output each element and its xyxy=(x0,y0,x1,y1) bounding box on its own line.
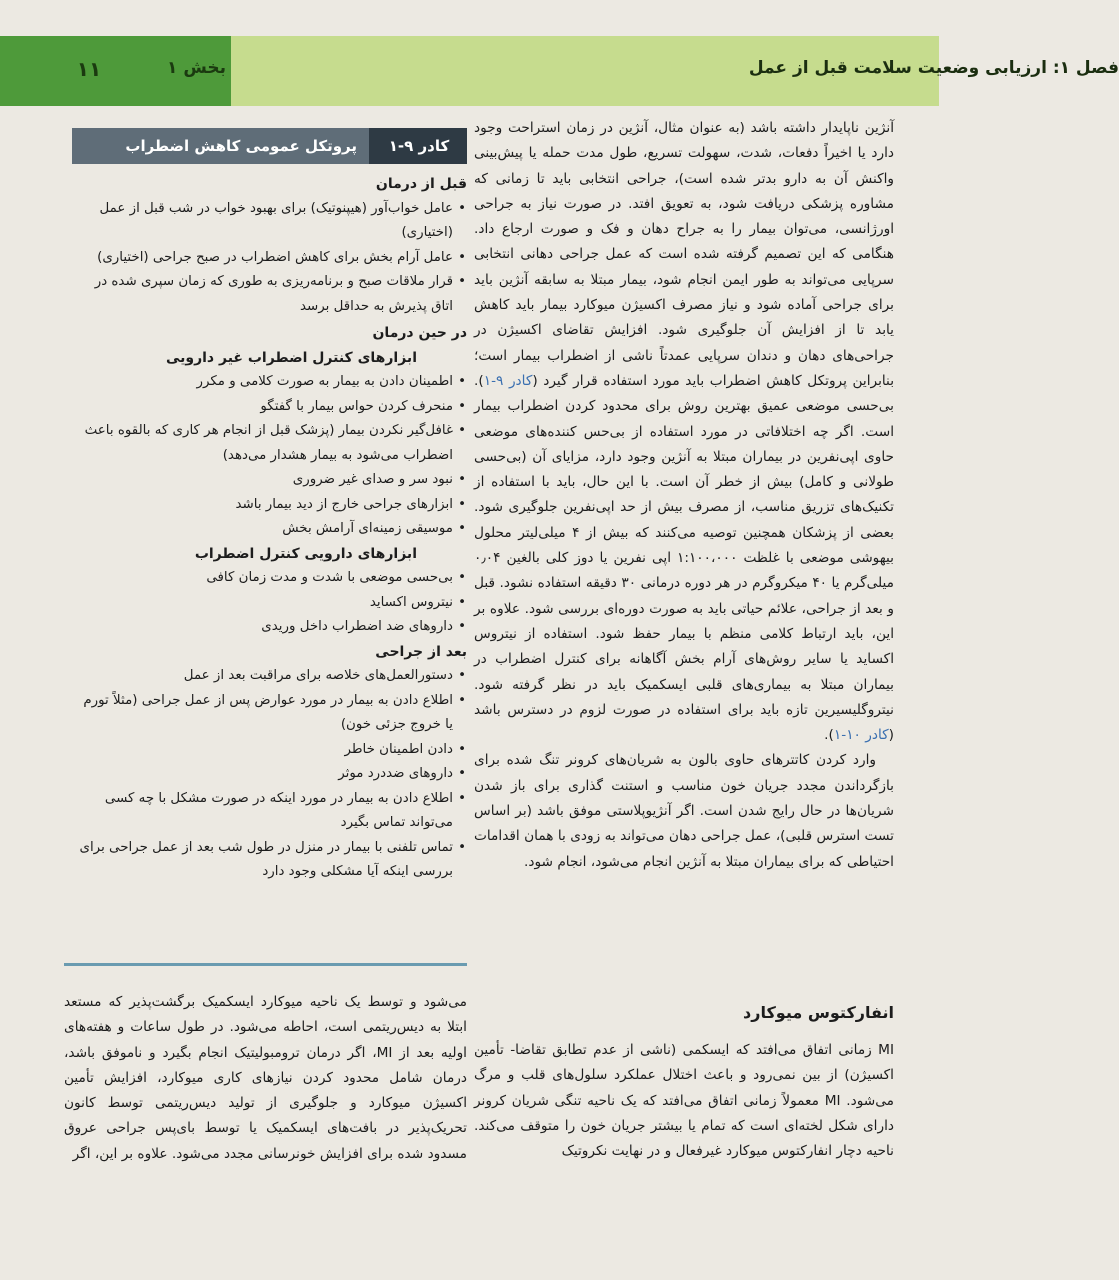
list-item: • عامل خواب‌آور (هیپنوتیک) برای بهبود خواب در شب قبل از عمل (اختیاری) xyxy=(72,197,453,246)
box-badge xyxy=(369,128,467,164)
chapter-title: فصل ۱: ارزیابی وضعیت سلامت قبل از عمل xyxy=(748,58,1119,78)
list-item: • نبود سر و صدای غیر ضروری xyxy=(72,468,453,493)
list-item: • بی‌حسی موضعی با شدت و مدت زمان کافی xyxy=(72,566,453,591)
right-column xyxy=(474,116,894,875)
right-column-bottom xyxy=(474,1038,894,1164)
page-header xyxy=(0,36,1119,106)
list-item: • منحرف کردن حواس بیمار با گفتگو xyxy=(72,395,453,420)
list-item: • داروهای ضددرد موثر xyxy=(72,762,453,787)
paragraph-angioplasty: وارد کردن کاتترهای حاوی بالون به شریان‌های کرونر تنگ شده برای بازگرداندن مجدد جریان خون مناسب و استنت گذاری برای باز شدن شریان‌ها در حال رایج شدن است. اگر آنژیوپلاستی موفق باشد (بر اساس تست استرس قلبی)، عمل جراحی دهان می‌تواند به زودی با همان اقدامات احتیاطی که برای بیماران مبتلا به آنژین انجام می‌شود، انجام شود. xyxy=(474,752,894,870)
list-item: • عامل آرام بخش برای کاهش اضطراب در صبح جراحی (اختیاری) xyxy=(72,246,453,271)
subheading-during: در حین درمان xyxy=(372,325,467,341)
list-item: • دادن اطمینان خاطر xyxy=(72,738,453,763)
subheading-nondrug: ابزارهای کنترل اضطراب غیر دارویی xyxy=(165,349,417,366)
list-item: • داروهای ضد اضطراب داخل وریدی xyxy=(72,615,453,640)
paragraph-angina: آنژین ناپایدار داشته باشد (به عنوان مثال، آنژین در زمان استراحت وجود دارد یا اخیراً دفعات، شدت، سهولت تسریع، طول مدت حمله یا پیش‌بینی واکنش آن به دارو بدتر شده است)، جراحی انتخابی باید تا زمانی که مشاوره پزشکی دریافت شود، به تعویق افتد. در صورت نیاز به جراحی اورژانسی، می‌توان بیمار را به جراح دهان و فک و صورت ارجاع داد. هنگامی که این تصمیم گرفته شده است که عمل جراحی دهانی انتخابی سرپایی می‌تواند به طور ایمن انجام شود، بیمار مبتلا به سابقه آنژین باید برای جراحی آماده شود و نیاز مصرف اکسیژن میوکارد بیمار باید کاهش یابد تا از افزایش آن جلوگیری شود. افزایش تقاضای اکسیژن در جراحی‌های دهان و دندان سرپایی عمدتاً ناشی از اضطراب بیمار است؛ بنابراین پروتکل کاهش اضطراب باید مورد استفاده قرار گیرد (کادر ۹-۱). بی‌حسی موضعی عمیق بهترین روش برای محدود کردن اضطراب بیمار است. اگر چه اختلافاتی در مورد استفاده از بی‌حس کننده‌های موضعی حاوی اپی‌نفرین در بیماران مبتلا به آنژین وجود دارد، مزایای آن (بی‌حسی طولانی و کامل) بیش از خطر آن است. با این حال، باید با استفاده از تکنیک‌های تزریق مناسب، از مصرف بیش از حد اپی‌نفرین جلوگیری شود. بعضی از پزشکان همچنین توصیه می‌کنند که بیش از ۴ میلی‌لیتر محلول بیهوشی موضعی با غلظت ۱:۱۰۰،۰۰۰ اپی نفرین یا دوز کلی بالغین ۰٫۰۴ میلی‌گرم یا ۴۰ میکروگرم در هر دوره درمانی ۳۰ دقیقه استفاده نشود. قبل و بعد از جراحی، علائم حیاتی باید به صورت دوره‌ای بررسی شود. علاوه بر این، باید ارتباط کلامی منظم با بیمار حفظ شود. استفاده از نیتروس اکساید یا سایر روش‌های آرام بخش آگاهانه برای کنترل اضطراب در بیماران مبتلا به بیماری‌های قلبی ایسکمیک باید در نظر گرفته شود. نیتروگلیسیرین تازه باید برای استفاده در صورت لزوم در دسترس باشد (کادر ۱۰-۱). xyxy=(474,120,895,744)
box-tag: کادر ۹-۱ xyxy=(388,137,450,155)
header-right-band xyxy=(231,36,1119,106)
list-item: • موسیقی زمینه‌ای آرامش بخش xyxy=(72,517,453,542)
list-item: • اطلاع دادن به بیمار در مورد عوارض پس از عمل جراحی (مثلاً تورم یا خروج جزئی خون) xyxy=(72,689,453,738)
list-item: • ابزارهای جراحی خارج از دید بیمار باشد xyxy=(72,493,453,518)
subheading-after: بعد از جراحی xyxy=(375,643,467,660)
nondrug-list xyxy=(72,370,467,542)
list-item: • اطلاع دادن به بیمار در مورد اینکه در صورت مشکل با چه کسی می‌تواند تماس بگیرد xyxy=(72,787,453,836)
box-header xyxy=(72,128,467,164)
list-item: • نیتروس اکساید xyxy=(72,591,453,616)
left-column xyxy=(64,990,467,1167)
section-label: بخش ۱ xyxy=(167,58,226,78)
before-list xyxy=(72,197,467,320)
list-item: • قرار ملاقات صبح و برنامه‌ریزی به طوری که زمان سپری شده در اتاق پذیرش به حداقل برسد xyxy=(72,270,453,319)
subheading-drug: ابزارهای دارویی کنترل اضطراب xyxy=(194,545,417,562)
box-title: پروتکل عمومی کاهش اضطراب xyxy=(125,137,357,155)
page-number: ۱۱ xyxy=(76,57,102,81)
box-reference[interactable]: کادر ۱۰-۱ xyxy=(833,727,889,744)
section-heading: انفارکتوس میوکارد xyxy=(743,1003,894,1022)
subheading-before: قبل از درمان xyxy=(375,176,467,192)
paragraph-mi: MI زمانی اتفاق می‌افتد که ایسکمی (ناشی از عدم تطابق تقاضا- تأمین اکسیژن) از بین نمی‌رود و باعث اختلال عملکرد سلول‌های قلب و مرگ می‌شود. MI معمولاً زمانی اتفاق می‌افتد که یک ناحیه تنگی شریان کرونر دارای شکل لخته‌ای است که تمام یا بیشتر جریان خون را متوقف می‌کند. ناحیه دچار انفارکتوس میوکارد غیرفعال و در نهایت نکروتیک xyxy=(474,1042,894,1160)
box-divider xyxy=(64,963,467,966)
anxiety-protocol-box xyxy=(72,172,467,885)
box-reference[interactable]: کادر ۹-۱ xyxy=(483,372,533,389)
list-item: • دستورالعمل‌های خلاصه برای مراقبت بعد از عمل xyxy=(72,664,453,689)
list-item: • اطمینان دادن به بیمار به صورت کلامی و مکرر xyxy=(72,370,453,395)
after-list xyxy=(72,664,467,885)
drug-list xyxy=(72,566,467,640)
header-left-band xyxy=(0,36,231,106)
paragraph-mi-continued: می‌شود و توسط یک ناحیه میوکارد ایسکمیک برگشت‌پذیر که مستعد ابتلا به دیس‌ریتمی است، احاطه می‌شود. در طول ساعات و هفته‌های اولیه بعد از MI، اگر درمان ترومبولیتیک انجام بگیرد و ناموفق باشد، درمان شامل محدود کردن نیازهای کاری میوکارد، افزایش تأمین اکسیژن میوکارد و جلوگیری از تولید دیس‌ریتمی توسط کانون تحریک‌پذیر در بافت‌های ایسکمیک یا توسط بای‌پس جراحی عروق مسدود شده برای افزایش خونرسانی مجدد می‌شود. علاوه بر این، اگر xyxy=(64,994,467,1162)
list-item: • تماس تلفنی با بیمار در منزل در طول شب بعد از عمل جراحی برای بررسی اینکه آیا مشکلی وجود دارد xyxy=(72,836,453,885)
list-item: • غافل‌گیر نکردن بیمار (پزشک قبل از انجام هر کاری که بالقوه باعث اضطراب می‌شود به بیمار هشدار می‌دهد) xyxy=(72,419,453,468)
